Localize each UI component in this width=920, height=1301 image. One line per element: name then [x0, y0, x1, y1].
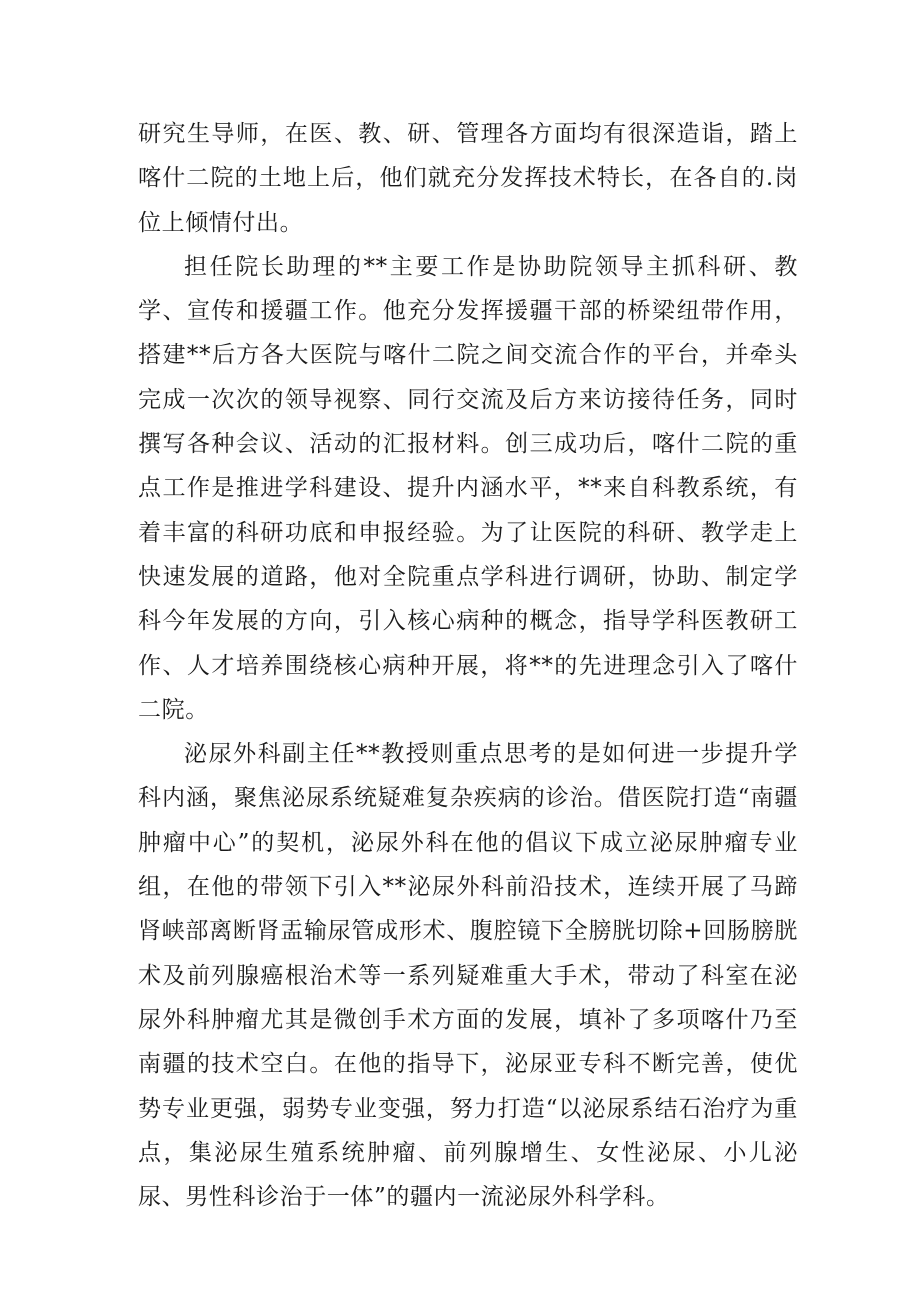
paragraph-2: 担任院长助理的**主要工作是协助院领导主抓科研、教学、宣传和援疆工作。他充分发挥援疆干部的桥梁纽带作用，搭建**后方各大医院与喀什二院之间交流合作的平台，并牵头完成一次次的领导视察、同行交流及后方来访接待任务，同时撰写各种会议、活动的汇报材料。创三成功后，喀什二院的重点工作是推进学科建设、提升内涵水平，**来自科教系统，有着丰富的科研功底和申报经验。为了让医院的科研、教学走上快速发展的道路，他对全院重点学科进行调研，协助、制定学科今年发展的方向，引入核心病种的概念，指导学科医教研工作、人才培养围绕核心病种开展，将**的先进理念引入了喀什二院。 — [138, 253, 798, 723]
paragraph-3: 泌尿外科副主任**教授则重点思考的是如何进一步提升学科内涵，聚焦泌尿系统疑难复杂疾病的诊治。借医院打造“南疆肿瘤中心”的契机，泌尿外科在他的倡议下成立泌尿肿瘤专业组，在他的带领下引入**泌尿外科前沿技术，连续开展了马蹄肾峡部离断肾盂输尿管成形术、腹腔镜下全膀胱切除+回肠膀胱术及前列腺癌根治术等一系列疑难重大手术，带动了科室在泌尿外科肿瘤尤其是微创手术方面的发展，填补了多项喀什乃至南疆的技术空白。在他的指导下，泌尿亚专科不断完善，使优势专业更强，弱势专业变强，努力打造“以泌尿系结石治疗为重点，集泌尿生殖系统肿瘤、前列腺增生、女性泌尿、小儿泌尿、男性科诊治于一体”的疆内一流泌尿外科学科。 — [138, 741, 798, 1211]
paragraph-1: 研究生导师，在医、教、研、管理各方面均有很深造诣，踏上喀什二院的土地上后，他们就充分发挥技术特长，在各自的.岗位上倾情付出。 — [138, 121, 798, 236]
body-text — [138, 112, 798, 1219]
